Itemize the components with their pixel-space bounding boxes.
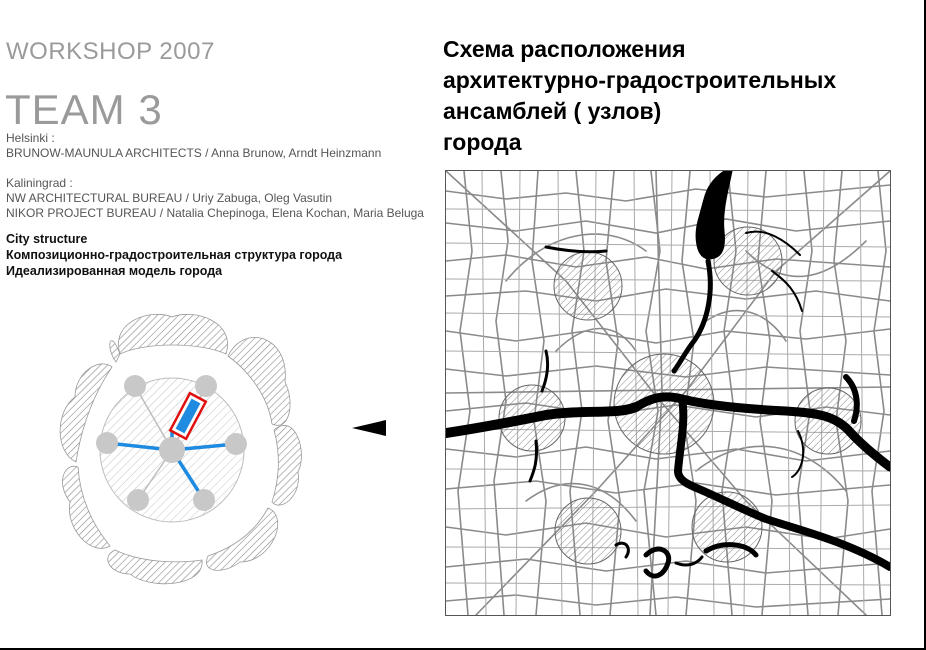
kaliningrad-team-1: NW ARCHITECTURAL BUREAU / Uriy Zabuga, Oleg Vasutin [6,191,333,205]
city-map [445,170,891,616]
scheme-title-line-2: архитектурно-градостроительных [443,67,837,93]
node-southwest [555,498,621,564]
kaliningrad-label: Kaliningrad : [6,176,73,190]
topic-city-structure: City structure [6,232,88,246]
workshop-title: WORKSHOP 2007 [6,38,215,65]
helsinki-label: Helsinki : [6,131,55,145]
helsinki-team: BRUNOW-MAUNULA ARCHITECTS / Anna Brunow, Arndt Heinzmann [6,146,382,160]
arrow-icon [352,419,388,437]
scheme-title-line-3: ансамблей ( узлов) [443,98,662,124]
city-map-canvas [446,171,890,615]
topic-ideal-model: Идеализированная модель города [6,264,223,278]
ideal-city-diagram [40,312,305,592]
topic-composition: Композиционно-градостроительная структура города [6,248,343,262]
scheme-title-line-4: города [443,129,522,155]
team-title: TEAM 3 [5,86,163,133]
kaliningrad-team-2: NIKOR PROJECT BUREAU / Natalia Chepinoga, Elena Kochan, Maria Beluga [6,206,424,220]
node-northwest [554,252,622,320]
scheme-title-line-1: Схема расположения [443,36,686,62]
scheme-title [443,34,836,158]
